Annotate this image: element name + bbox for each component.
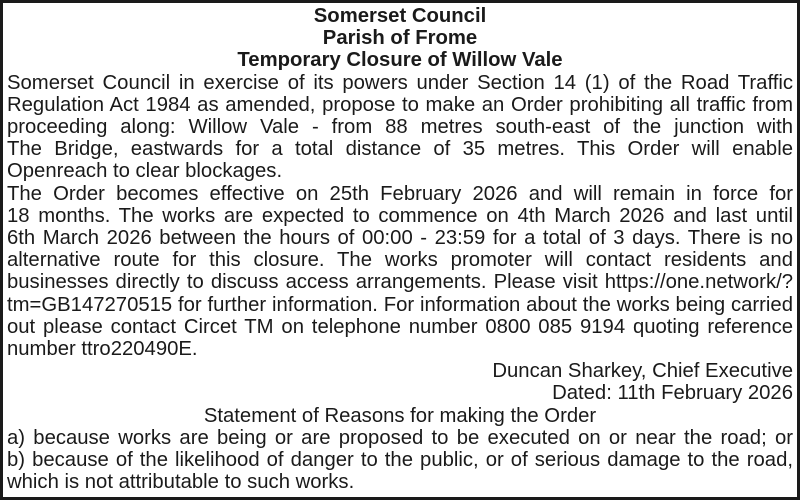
notice-text-line: Somerset Council in exercise of its powers under Section 14 (1) of the Road Traffic (7, 71, 793, 94)
signature-name: Duncan Sharkey, Chief Executive (492, 360, 793, 383)
notice-text-line: out please contact Circet TM on telephone number 0800 085 9194 quoting reference (7, 315, 793, 338)
notice-title-parish: Parish of Frome (322, 27, 478, 50)
notice-text-line: The Order becomes effective on 25th February 2026 and will remain in force for (7, 182, 793, 205)
signature-date: Dated: 11th February 2026 (552, 382, 793, 405)
notice-text-line: which is not attributable to such works. (7, 471, 355, 494)
notice-title-council: Somerset Council (313, 5, 487, 27)
notice-text-line: 18 months. The works are expected to commence on 4th March 2026 and last until (7, 204, 793, 227)
reasons-paragraph (7, 427, 793, 494)
notice-text-line: The Bridge, eastwards for a total distance of 35 metres. This Order will enable (7, 138, 793, 161)
reasons-heading: Statement of Reasons for making the Order (203, 404, 597, 427)
order-details-paragraph (7, 72, 793, 183)
notice-text-line: a) because works are being or are proposed to be executed on or near the road; or (7, 426, 793, 449)
notice-text-line: alternative route for this closure. The works promoter will contact residents and (7, 249, 793, 272)
signature-block (7, 360, 793, 404)
notice-text-line: proceeding along: Willow Vale - from 88 metres south-east of the junction with (7, 116, 793, 139)
works-schedule-paragraph (7, 183, 793, 361)
notice-text-line: businesses directly to discuss access arrangements. Please visit https://one.network/? (7, 271, 793, 294)
notice-text-line: b) because of the likelihood of danger to the public, or of serious damage to the road, (7, 449, 793, 472)
notice-text-line: Openreach to clear blockages. (7, 160, 283, 183)
notice-text-line: 6th March 2026 between the hours of 00:00 - 23:59 for a total of 3 days. There is no (7, 227, 793, 250)
notice-text-line: Regulation Act 1984 as amended, propose to make an Order prohibiting all traffic from (7, 93, 793, 116)
notice-text-line: tm=GB147270515 for further information. For information about the works being carried (7, 293, 793, 316)
notice-title-closure: Temporary Closure of Willow Vale (237, 49, 563, 72)
notice-text-line: number ttro220490E. (7, 338, 198, 361)
